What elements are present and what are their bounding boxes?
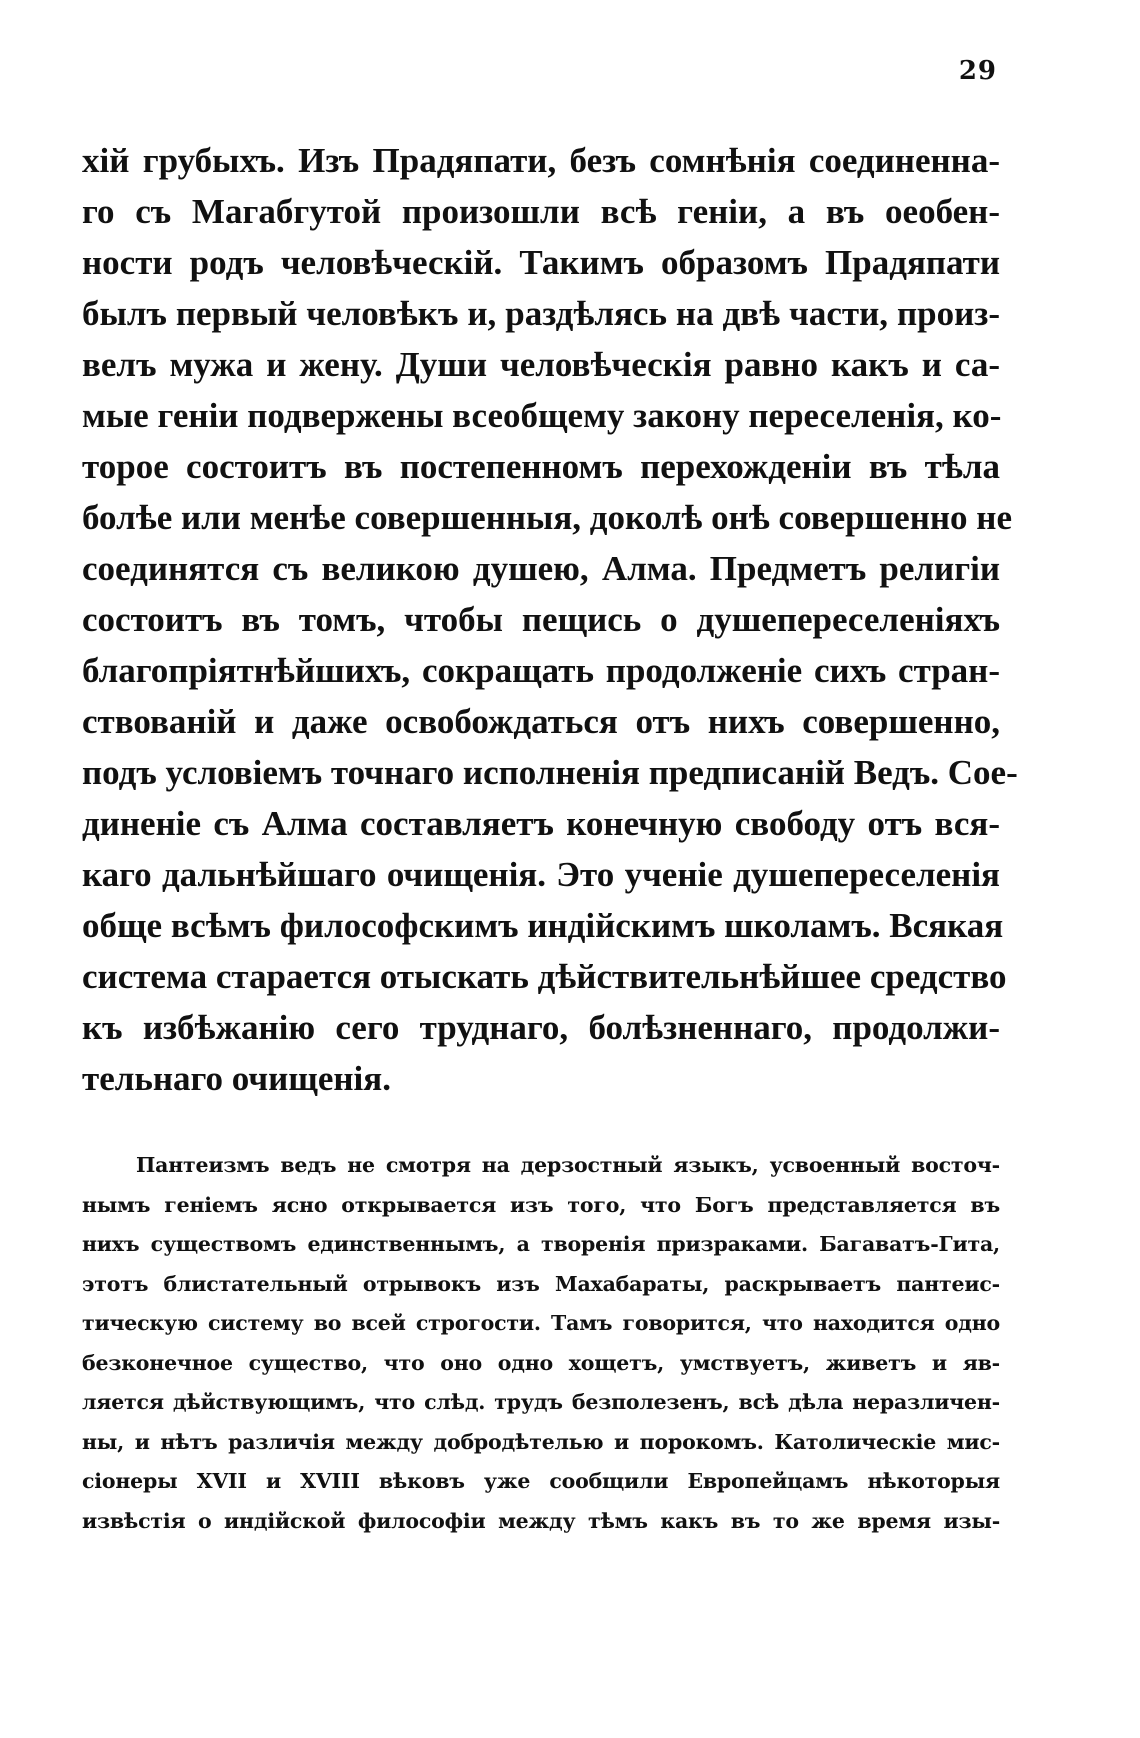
footnote-line: ляется дѣйствующимъ, что слѣд. трудъ безполезенъ, всѣ дѣла неразличен-	[82, 1390, 1000, 1414]
main-line: обще всѣмъ философскимъ индійскимъ школамъ. Всякая	[82, 906, 1004, 945]
main-line: состоитъ въ томъ, чтобы пещись о душепереселеніяхъ	[82, 600, 1000, 639]
main-line: го съ Магабгутой произошли всѣ геніи, а въ оеобен-	[82, 192, 1000, 231]
footnote-line: Пантеизмъ ведъ не смотря на дерзостный языкъ, усвоенный восточ-	[136, 1153, 1000, 1177]
main-line: подъ условіемъ точнаго исполненія предписаній Ведъ. Сое-	[82, 753, 1018, 792]
footnote-line: тическую систему во всей строгости. Тамъ говорится, что находится одно	[82, 1311, 1000, 1335]
footnote-line: извѣстія о индійской философіи между тѣмъ какъ въ то же время изы-	[82, 1508, 1000, 1533]
main-line: каго дальнѣйшаго очищенія. Это ученіе душепереселенія	[82, 855, 1000, 894]
main-line: болѣе или менѣе совершенныя, доколѣ онѣ совершенно не	[82, 498, 1012, 537]
main-line: мые геніи подвержены всеобщему закону переселенія, ко-	[82, 396, 1002, 435]
main-line: ствованій и даже освобождаться отъ нихъ совершенно,	[82, 702, 1000, 741]
main-line: соединятся съ великою душею, Алма. Предметъ религіи	[82, 549, 1000, 588]
footnote-line: нымъ геніемъ ясно открывается изъ того, что Богъ представляется въ	[82, 1192, 1000, 1217]
main-line: диненіе съ Алма составляетъ конечную свободу отъ вся-	[82, 804, 1000, 843]
footnote-line: этотъ блистательный отрывокъ изъ Махабараты, раскрываетъ пантеис-	[82, 1271, 1000, 1296]
main-line: ности родъ человѣческій. Такимъ образомъ Прадяпати	[82, 243, 1000, 282]
footnote-line: нихъ существомъ единственнымъ, а творенія призраками. Багаватъ-Гита,	[82, 1232, 1000, 1256]
footnote-line: ны, и нѣтъ различія между добродѣтелью и порокомъ. Католическіе мис-	[82, 1429, 1000, 1454]
main-line: хій грубыхъ. Изъ Прадяпати, безъ сомнѣнія соединенна-	[82, 141, 1000, 180]
main-line: велъ мужа и жену. Души человѣческія равно какъ и са-	[82, 345, 1000, 384]
main-line: благопріятнѣйшихъ, сокращать продолженіе сихъ стран-	[82, 651, 1000, 690]
main-line: система старается отыскать дѣйствительнѣйшее средство	[82, 957, 1007, 996]
footnote-line: сіонеры XVII и XVIII вѣковъ уже сообщили Европейцамъ нѣкоторыя	[82, 1469, 1000, 1493]
main-line: къ избѣжанію сего труднаго, болѣзненнаго, продолжи-	[82, 1008, 1000, 1047]
main-line: торое состоитъ въ постепенномъ перехожденіи въ тѣла	[82, 447, 1000, 486]
footnote	[82, 1146, 1000, 1541]
page-number: 29	[958, 56, 997, 86]
main-text	[82, 135, 1018, 1104]
main-line: тельнаго очищенія.	[82, 1059, 391, 1098]
footnote-line: безконечное существо, что оно одно хощетъ, умствуетъ, живетъ и яв-	[82, 1350, 1000, 1375]
main-line: былъ первый человѣкъ и, раздѣлясь на двѣ части, произ-	[82, 294, 1000, 333]
